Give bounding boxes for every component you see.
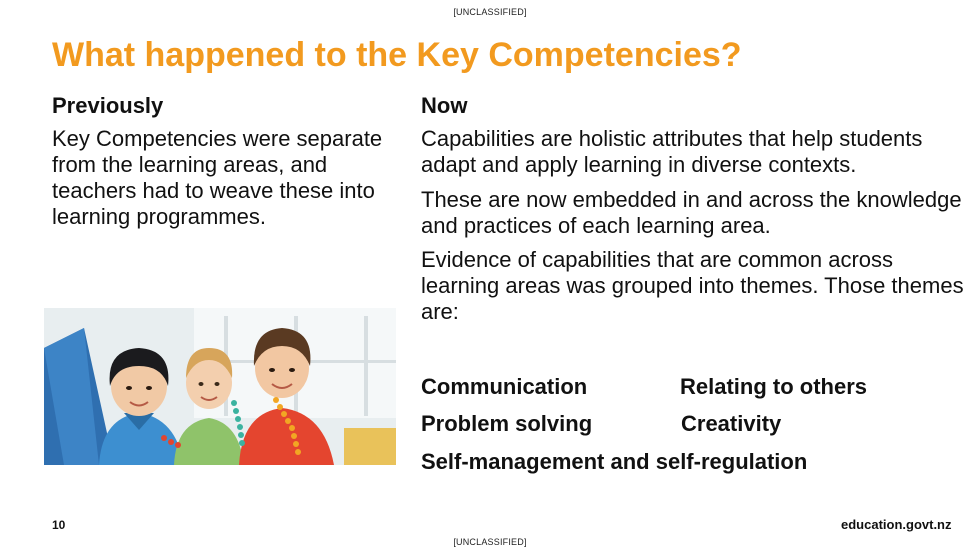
now-paragraph: Evidence of capabilities that are common across learning areas was grouped into themes. Those themes are: xyxy=(421,247,964,324)
theme-creativity: Creativity xyxy=(681,411,782,436)
previously-column xyxy=(52,92,387,230)
now-paragraph: These are now embedded in and across the knowledge and practices of each learning area. xyxy=(421,187,962,238)
previously-text: Key Competencies were separate from the learning areas, and teachers had to weave these into learning programmes. xyxy=(52,126,383,229)
children-photo xyxy=(44,308,396,465)
classification-label-top: [UNCLASSIFIED] xyxy=(453,7,527,17)
theme-self-management: Self-management and self-regulation xyxy=(421,449,808,474)
slide-title: What happened to the Key Competencies? xyxy=(52,36,742,74)
site-url: education.govt.nz xyxy=(841,517,952,532)
now-column xyxy=(421,92,966,333)
theme-relating-to-others: Relating to others xyxy=(680,374,868,399)
page-number: 10 xyxy=(52,518,66,532)
theme-problem-solving: Problem solving xyxy=(421,411,593,436)
now-paragraph: Capabilities are holistic attributes that help students adapt and apply learning in diverse contexts. xyxy=(421,126,923,177)
theme-communication: Communication xyxy=(421,374,588,399)
previously-heading: Previously xyxy=(52,93,164,118)
classification-label-bottom: [UNCLASSIFIED] xyxy=(453,537,527,547)
now-heading: Now xyxy=(421,93,468,118)
